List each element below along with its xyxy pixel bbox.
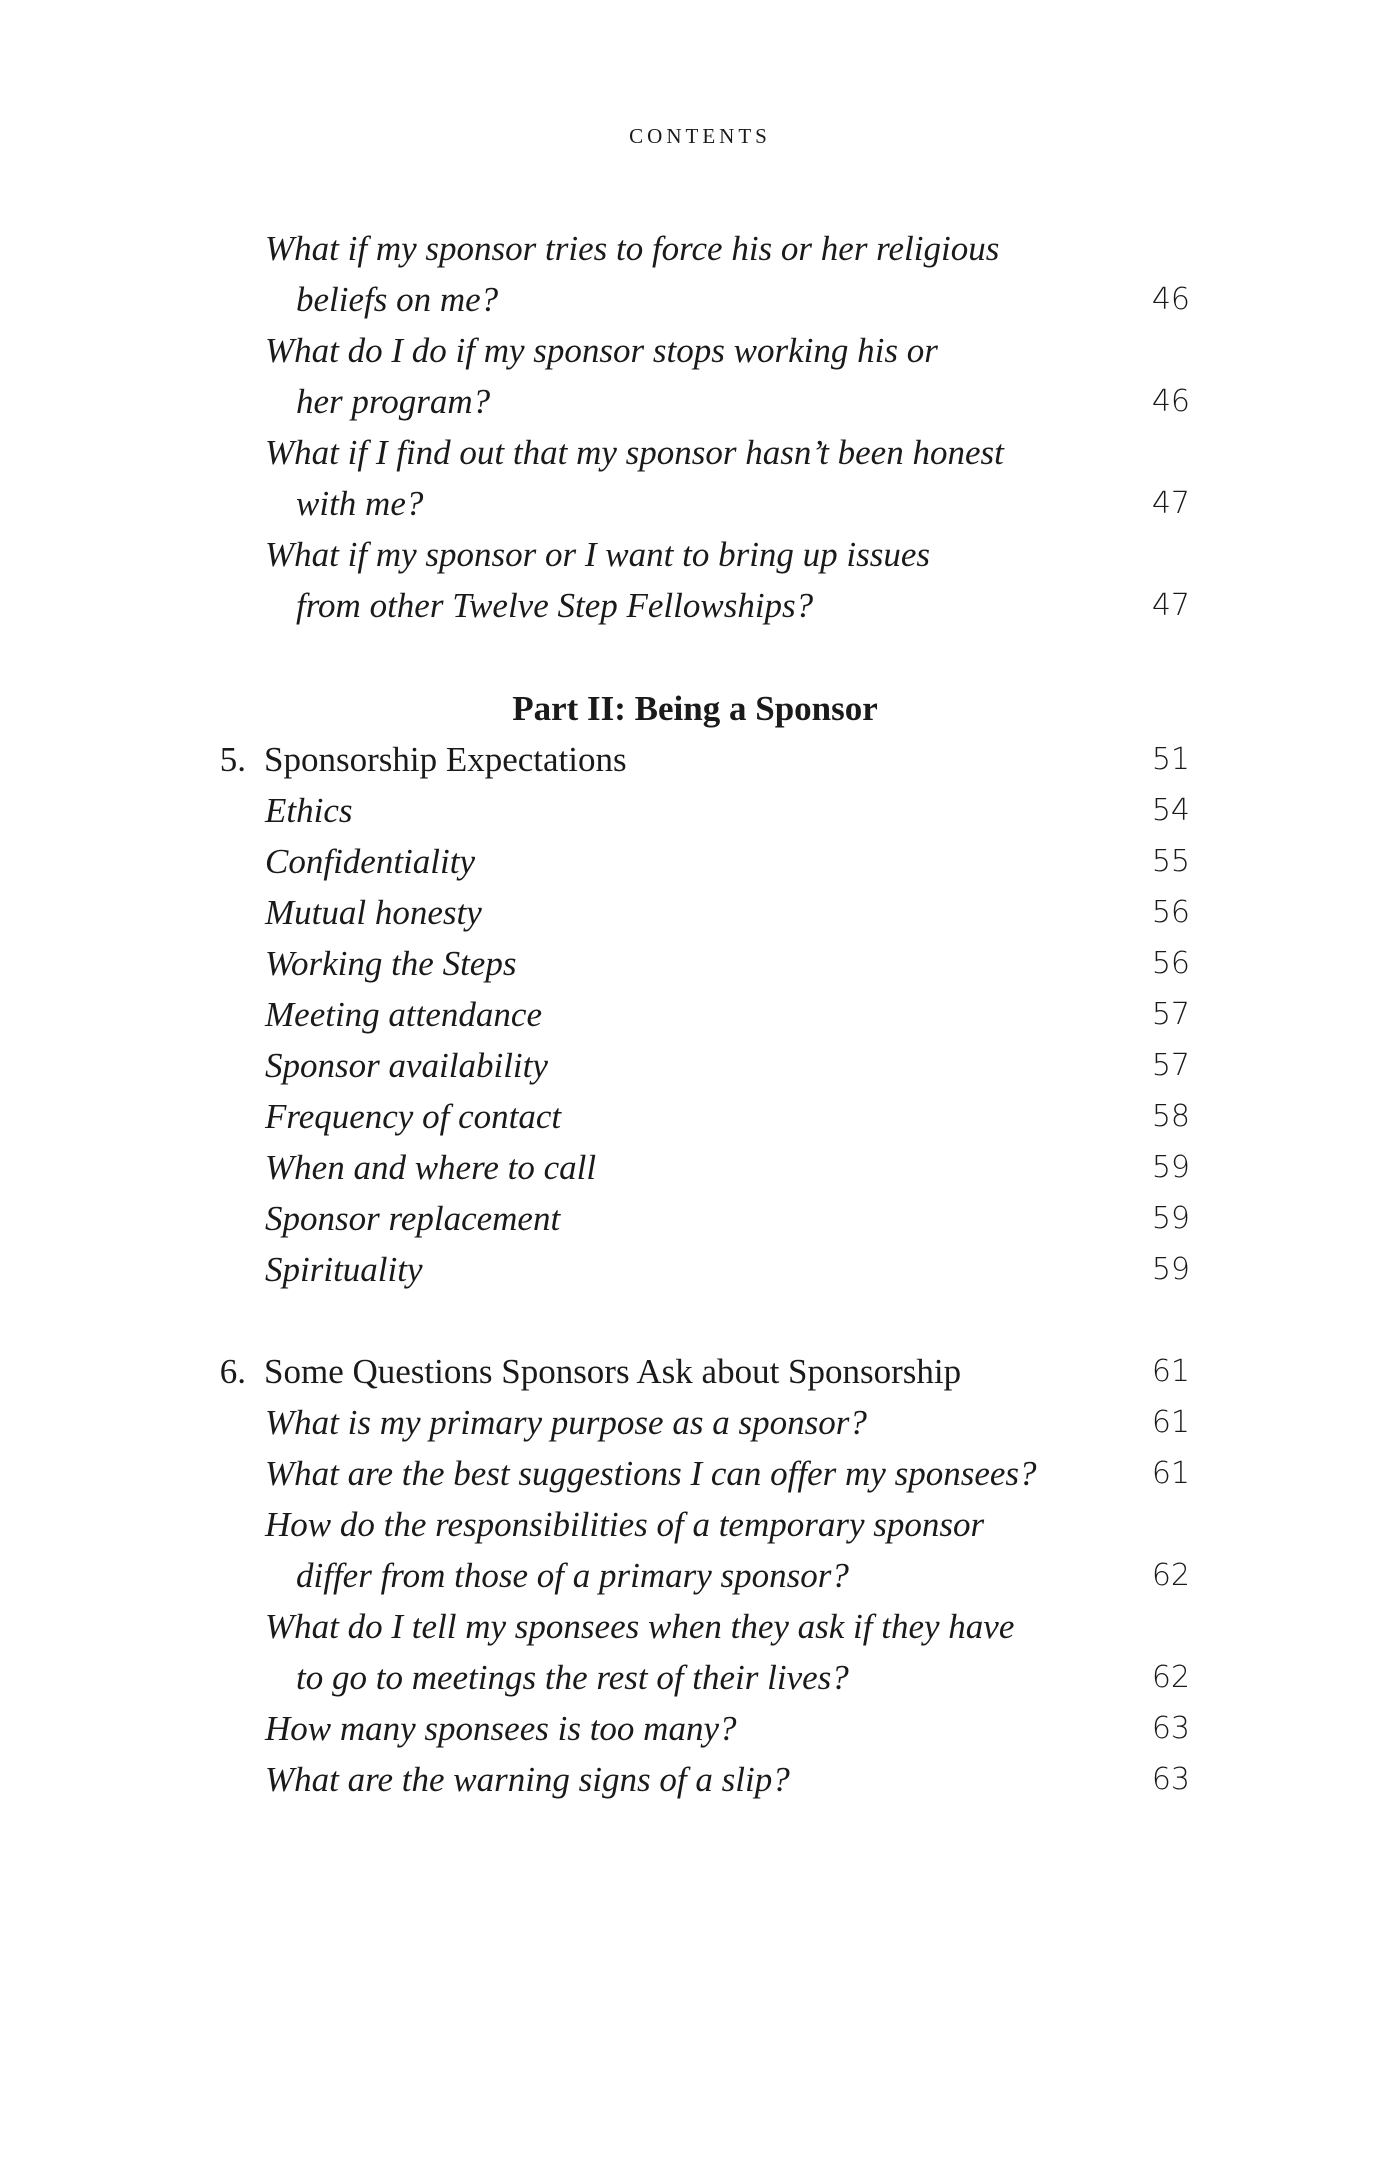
page-number: 57 bbox=[1151, 997, 1190, 1032]
toc-question-line: What if my sponsor tries to force his or her religious bbox=[265, 229, 1000, 268]
page-number: 62 bbox=[1151, 1558, 1190, 1593]
toc-question-line: What are the best suggestions I can offer my sponsees? bbox=[265, 1454, 1037, 1493]
chapter-number: 5. bbox=[219, 740, 246, 779]
page-number: 61 bbox=[1151, 1456, 1190, 1491]
page-number: 62 bbox=[1151, 1660, 1190, 1695]
toc-entry: Spirituality bbox=[265, 1250, 423, 1289]
toc-question-line: What if my sponsor or I want to bring up issues bbox=[265, 535, 931, 574]
toc-question-line: beliefs on me? bbox=[296, 280, 499, 319]
toc-question-line: How do the responsibilities of a temporary sponsor bbox=[265, 1505, 985, 1544]
toc-question-line: her program? bbox=[296, 382, 491, 421]
toc-entry: Ethics bbox=[265, 791, 353, 830]
page-number: 59 bbox=[1151, 1252, 1190, 1287]
page-number: 61 bbox=[1151, 1405, 1190, 1440]
page-number: 51 bbox=[1151, 742, 1190, 777]
chapter-title: Some Questions Sponsors Ask about Sponsorship bbox=[264, 1352, 962, 1391]
page-number: 56 bbox=[1151, 895, 1190, 930]
toc-question-line: from other Twelve Step Fellowships? bbox=[296, 586, 814, 625]
toc-entry: Sponsor availability bbox=[265, 1046, 548, 1085]
page-number: 56 bbox=[1151, 946, 1190, 981]
toc-question-line: to go to meetings the rest of their lives? bbox=[296, 1658, 849, 1697]
page-number: 47 bbox=[1151, 486, 1190, 521]
toc-entry: Meeting attendance bbox=[265, 995, 542, 1034]
page-number: 55 bbox=[1151, 844, 1190, 879]
chapter-number: 6. bbox=[219, 1352, 246, 1391]
toc-entry: Frequency of contact bbox=[265, 1097, 562, 1136]
toc-question-line: What do I tell my sponsees when they ask if they have bbox=[265, 1607, 1015, 1646]
page-number: 58 bbox=[1151, 1099, 1190, 1134]
page-number: 46 bbox=[1151, 384, 1190, 419]
page-number: 59 bbox=[1151, 1201, 1190, 1236]
toc-question-line: How many sponsees is too many? bbox=[265, 1709, 737, 1748]
toc-question-line: with me? bbox=[296, 484, 424, 523]
toc-question-line: What are the warning signs of a slip? bbox=[265, 1760, 790, 1799]
running-head: CONTENTS bbox=[629, 124, 771, 148]
part-title: Part II: Being a Sponsor bbox=[512, 689, 878, 728]
page-number: 63 bbox=[1151, 1711, 1190, 1746]
toc-entry: Confidentiality bbox=[265, 842, 475, 881]
toc-entry: Sponsor replacement bbox=[265, 1199, 561, 1238]
page-number: 54 bbox=[1151, 793, 1190, 828]
toc-question-line: differ from those of a primary sponsor? bbox=[296, 1556, 849, 1595]
page-number: 61 bbox=[1151, 1354, 1190, 1389]
page-number: 63 bbox=[1151, 1762, 1190, 1797]
page-number: 59 bbox=[1151, 1150, 1190, 1185]
toc-question-line: What if I find out that my sponsor hasn’t been honest bbox=[265, 433, 1004, 472]
toc-question-line: What do I do if my sponsor stops working his or bbox=[265, 331, 938, 370]
toc-entry: When and where to call bbox=[265, 1148, 597, 1187]
toc-entry: Working the Steps bbox=[265, 944, 517, 983]
chapter-title: Sponsorship Expectations bbox=[264, 740, 627, 779]
toc-question-line: What is my primary purpose as a sponsor? bbox=[265, 1403, 867, 1442]
page-number: 46 bbox=[1151, 282, 1190, 317]
toc-entry: Mutual honesty bbox=[265, 893, 482, 932]
page-number: 47 bbox=[1151, 588, 1190, 623]
page-number: 57 bbox=[1151, 1048, 1190, 1083]
